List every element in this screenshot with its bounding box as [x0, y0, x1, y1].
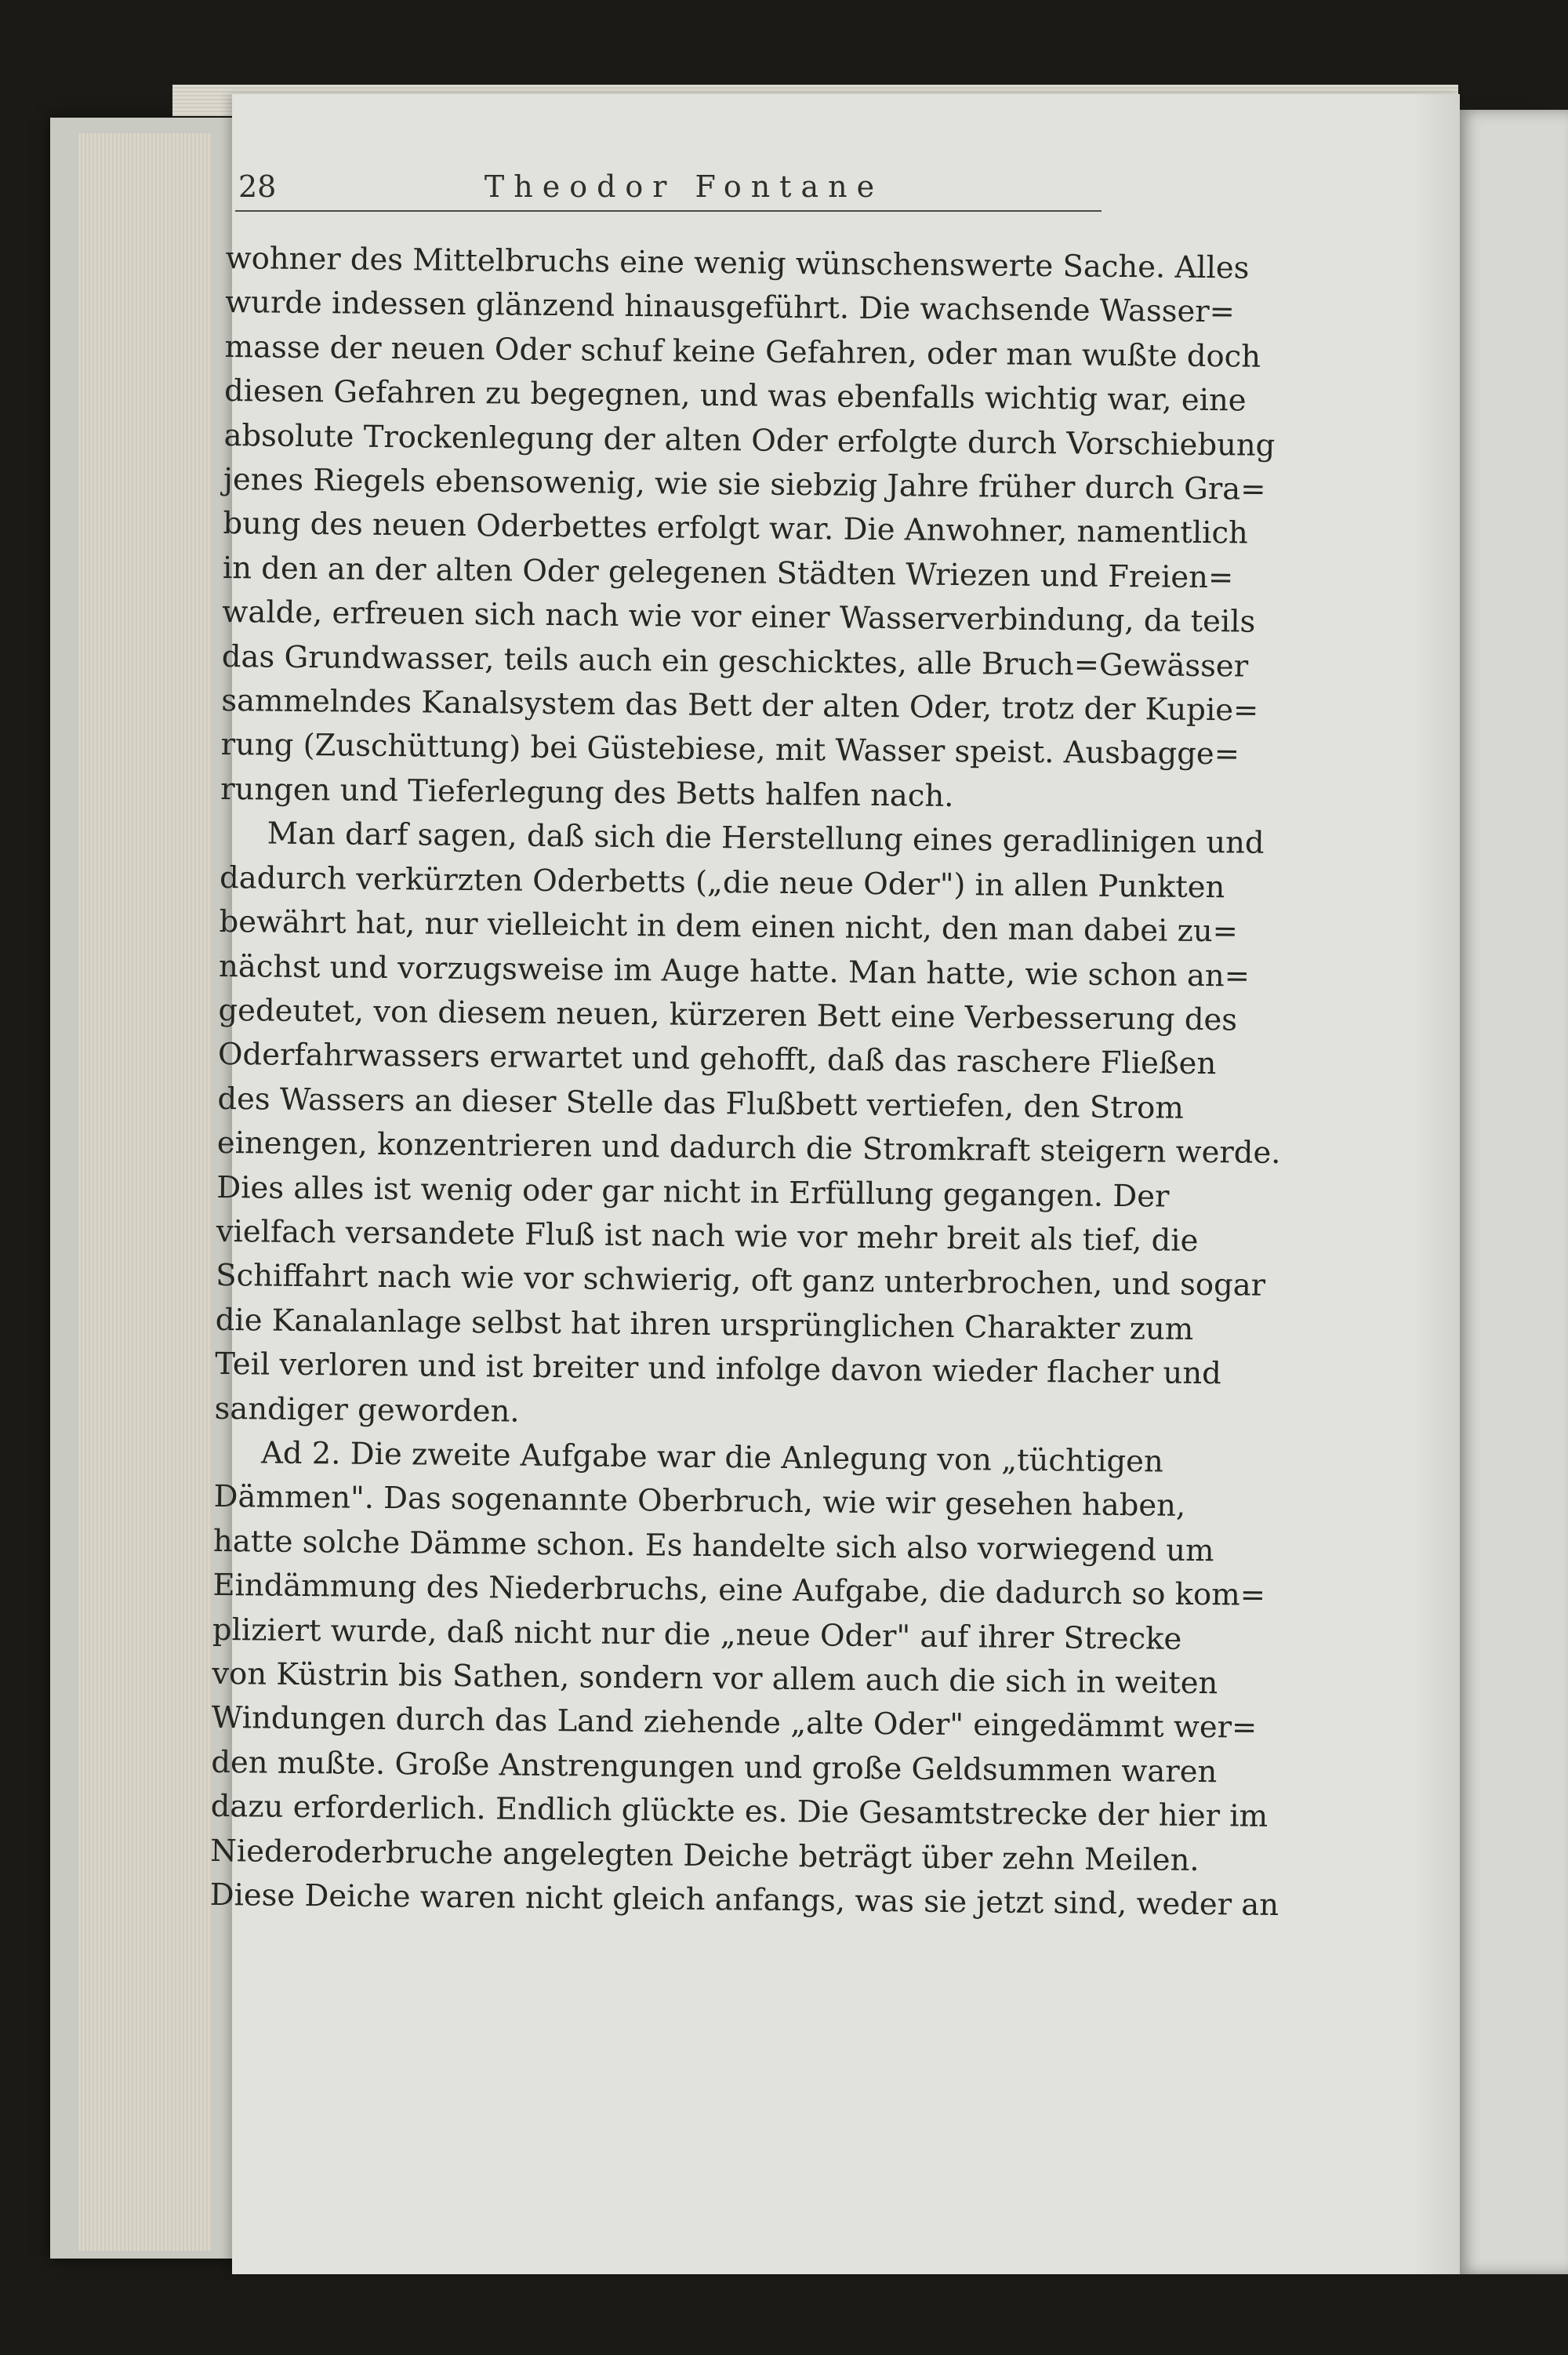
text-line: Man darf sagen, daß sich die Herstellung eines geradlinigen und [267, 816, 1265, 862]
text-line: des Wassers an dieser Stelle das Flußbett vertiefen, den Strom [217, 1081, 1185, 1126]
text-line: Niederoderbruche angelegten Deiche beträgt über zehn Meilen. [210, 1833, 1200, 1878]
text-line: hatte solche Dämme schon. Es handelte sich also vorwiegend um [212, 1523, 1214, 1568]
text-line: Dämmen". Das sogenannte Oberbruch, wie wir gesehen haben, [213, 1479, 1186, 1525]
text-line: jenes Riegels ebensowenig, wie sie siebzig Jahre früher durch Gra= [223, 462, 1266, 507]
text-line: Ad 2. Die zweite Aufgabe war die Anlegung von „tüchtigen [260, 1435, 1163, 1480]
text-line: masse der neuen Oder schuf keine Gefahren, oder man wußte doch [224, 329, 1261, 375]
text-line: wohner des Mittelbruchs eine wenig wünschenswerte Sache. Alles [225, 240, 1250, 286]
paragraph [209, 1431, 1279, 1926]
running-head: Theodor Fontane [484, 169, 884, 204]
text-line: Oderfahrwassers erwartet und gehofft, daß das raschere Fließen [217, 1037, 1217, 1082]
text-line: pliziert wurde, daß nicht nur die „neue Oder" auf ihrer Strecke [212, 1612, 1182, 1657]
text-line: Windungen durch das Land ziehende „alte Oder" eingedämmt wer= [211, 1700, 1258, 1746]
text-line: Diese Deiche waren nicht gleich anfangs, was sie jetzt sind, weder an [209, 1877, 1279, 1924]
text-line: nächst und vorzugsweise im Auge hatte. Man hatte, wie schon an= [218, 948, 1250, 994]
paragraph [220, 237, 1276, 820]
text-line: vielfach versandete Fluß ist nach wie vor mehr breit als tief, die [216, 1213, 1199, 1259]
page-header [235, 163, 1102, 212]
page-number: 28 [238, 169, 277, 204]
text-line: von Küstrin bis Sathen, sondern vor allem auch die sich in weiten [212, 1655, 1218, 1702]
text-line: das Grundwasser, teils auch ein geschicktes, alle Bruch=Gewässer [221, 638, 1249, 685]
body-text [209, 237, 1281, 1926]
text-line: diesen Gefahren zu begegnen, und was ebenfalls wichtig war, eine [223, 373, 1247, 419]
gutter-shadow [1413, 94, 1460, 2274]
text-line: dadurch verkürzten Oderbetts („die neue Oder") in allen Punkten [219, 860, 1225, 905]
text-line: rung (Zuschüttung) bei Güstebiese, mit Wasser speist. Ausbagge= [220, 727, 1240, 772]
text-line: bung des neuen Oderbettes erfolgt war. Die Anwohner, namentlich [223, 506, 1249, 551]
text-line: absolute Trockenlegung der alten Oder erfolgte durch Vorschiebung [223, 417, 1276, 463]
text-line: Teil verloren und ist breiter und infolge davon wieder flacher und [214, 1346, 1221, 1392]
text-line: Dies alles ist wenig oder gar nicht in Erfüllung gegangen. Der [216, 1169, 1170, 1215]
text-line: Schiffahrt nach wie vor schwierig, oft ganz unterbrochen, und sogar [216, 1258, 1266, 1304]
page-block-edge [78, 133, 212, 2251]
text-line: walde, erfreuen sich nach wie vor einer Wasserverbindung, da teils [222, 594, 1256, 640]
paragraph [214, 812, 1281, 1439]
facing-page-edge [1457, 110, 1568, 2274]
text-line: einengen, konzentrieren und dadurch die Stromkraft steigern werde. [216, 1125, 1281, 1172]
text-line: wurde indessen glänzend hinausgeführt. Die wachsende Wasser= [224, 285, 1236, 330]
text-line: rungen und Tieferlegung des Betts halfen nach. [220, 771, 954, 814]
text-line: die Kanalanlage selbst hat ihren ursprünglichen Charakter zum [215, 1302, 1194, 1347]
text-line: Eindämmung des Niederbruchs, eine Aufgabe, die dadurch so kom= [212, 1568, 1266, 1613]
text-line: sammelndes Kanalsystem das Bett der alten Oder, trotz der Kupie= [221, 683, 1259, 729]
text-line: sandiger geworden. [214, 1390, 520, 1430]
text-line: bewährt hat, nur vielleicht in dem einen nicht, den man dabei zu= [219, 904, 1239, 950]
text-line: in den an der alten Oder gelegenen Städten Wriezen und Freien= [222, 550, 1234, 596]
text-line: dazu erforderlich. Endlich glückte es. Die Gesamtstrecke der hier im [210, 1789, 1269, 1835]
text-line: gedeutet, von diesem neuen, kürzeren Bett eine Verbesserung des [218, 992, 1238, 1038]
text-line: den mußte. Große Anstrengungen und große Geldsummen waren [211, 1744, 1218, 1790]
